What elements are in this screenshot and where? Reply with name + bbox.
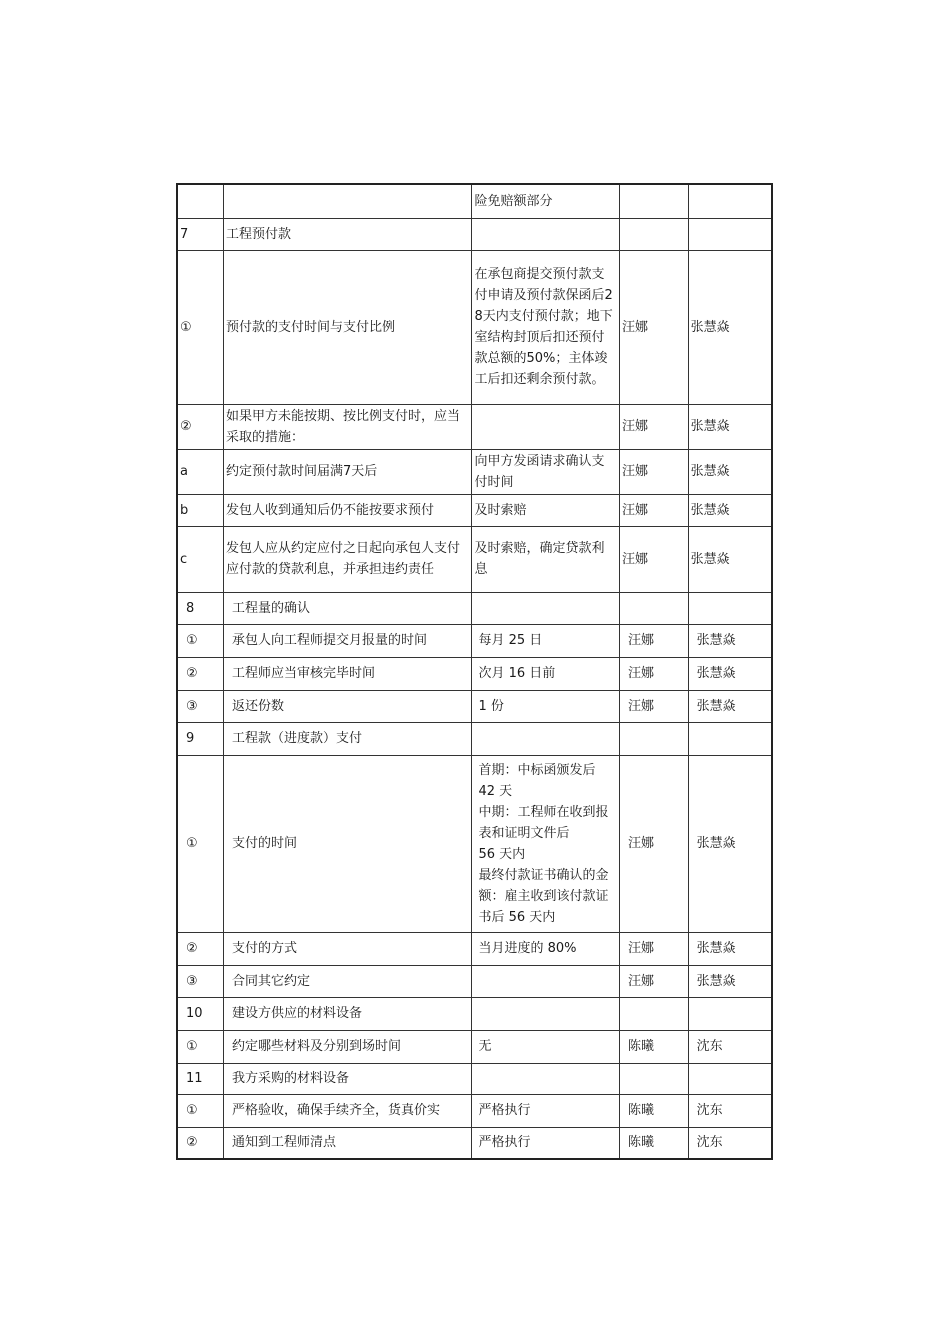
- detail-cell: 1 份: [472, 690, 619, 722]
- item-cell: 发包人应从约定应付之日起向承包人支付应付款的贷款利息，并承担违约责任: [223, 526, 472, 592]
- item-cell: 约定哪些材料及分别到场时间: [223, 1030, 472, 1063]
- detail-cell: 每月 25 日: [472, 624, 619, 657]
- item-cell: 返还份数: [223, 690, 472, 722]
- item-cell: 合同其它约定: [223, 965, 472, 997]
- detail-cell: 次月 16 日前: [472, 657, 619, 690]
- detail-cell: 当月进度的 80%: [472, 932, 619, 965]
- table-row: [177, 218, 772, 250]
- supervisor-cell: 张慧焱: [688, 526, 772, 592]
- item-cell: 工程预付款: [223, 218, 472, 250]
- supervisor-cell: 张慧焱: [688, 404, 772, 449]
- detail-cell: 在承包商提交预付款支付申请及预付款保函后28天内支付预付款；地下室结构封顶后扣还预付款总额的50%；主体竣工后扣还剩余预付款。: [472, 250, 619, 404]
- row-number-cell: ①: [177, 624, 223, 657]
- responsible-person-cell: 汪娜: [619, 755, 688, 932]
- table-row: [177, 526, 772, 592]
- responsibility-table: [176, 183, 773, 1160]
- table-row: [177, 1030, 772, 1063]
- detail-cell: 及时索赔: [472, 494, 619, 526]
- supervisor-cell: 张慧焱: [688, 755, 772, 932]
- row-number-cell: c: [177, 526, 223, 592]
- responsible-person-cell: 汪娜: [619, 657, 688, 690]
- row-number-cell: ②: [177, 1127, 223, 1159]
- item-cell: 工程量的确认: [223, 592, 472, 624]
- supervisor-cell: 张慧焱: [688, 624, 772, 657]
- table-row: [177, 624, 772, 657]
- responsible-person-cell: 陈曦: [619, 1030, 688, 1063]
- supervisor-cell: 张慧焱: [688, 250, 772, 404]
- supervisor-cell: [688, 722, 772, 755]
- responsibility-table-page: [176, 183, 773, 1160]
- table-row: [177, 404, 772, 449]
- row-number-cell: b: [177, 494, 223, 526]
- detail-cell: 严格执行: [472, 1127, 619, 1159]
- row-number-cell: ②: [177, 932, 223, 965]
- table-body: [177, 184, 772, 1159]
- supervisor-cell: [688, 218, 772, 250]
- row-number-cell: 7: [177, 218, 223, 250]
- item-cell: 建设方供应的材料设备: [223, 997, 472, 1030]
- item-cell: 我方采购的材料设备: [223, 1063, 472, 1094]
- row-number-cell: 11: [177, 1063, 223, 1094]
- row-number-cell: [177, 184, 223, 218]
- supervisor-cell: 张慧焱: [688, 657, 772, 690]
- table-row: [177, 755, 772, 932]
- item-cell: 严格验收，确保手续齐全，货真价实: [223, 1094, 472, 1127]
- responsible-person-cell: 汪娜: [619, 526, 688, 592]
- item-cell: 支付的时间: [223, 755, 472, 932]
- detail-cell: 险免赔额部分: [472, 184, 619, 218]
- table-row: [177, 449, 772, 494]
- table-row: [177, 1063, 772, 1094]
- responsible-person-cell: 陈曦: [619, 1094, 688, 1127]
- item-cell: 发包人收到通知后仍不能按要求预付: [223, 494, 472, 526]
- item-cell: 工程师应当审核完毕时间: [223, 657, 472, 690]
- item-cell: 支付的方式: [223, 932, 472, 965]
- responsible-person-cell: 汪娜: [619, 624, 688, 657]
- detail-cell: [472, 404, 619, 449]
- table-row: [177, 657, 772, 690]
- responsible-person-cell: 汪娜: [619, 250, 688, 404]
- item-cell: [223, 184, 472, 218]
- row-number-cell: a: [177, 449, 223, 494]
- responsible-person-cell: [619, 218, 688, 250]
- supervisor-cell: 沈东: [688, 1127, 772, 1159]
- row-number-cell: ①: [177, 1030, 223, 1063]
- detail-cell: [472, 722, 619, 755]
- table-row: [177, 932, 772, 965]
- detail-cell: [472, 592, 619, 624]
- row-number-cell: ①: [177, 250, 223, 404]
- detail-cell: 向甲方发函请求确认支付时间: [472, 449, 619, 494]
- supervisor-cell: 沈东: [688, 1030, 772, 1063]
- responsible-person-cell: 汪娜: [619, 932, 688, 965]
- detail-cell: 首期：中标函颁发后 42 天 中期：工程师在收到报表和证明文件后 56 天内 最终付款证书确认的金额：雇主收到该付款证书后 56 天内: [472, 755, 619, 932]
- row-number-cell: ②: [177, 404, 223, 449]
- responsible-person-cell: [619, 592, 688, 624]
- responsible-person-cell: [619, 722, 688, 755]
- row-number-cell: 10: [177, 997, 223, 1030]
- responsible-person-cell: [619, 1063, 688, 1094]
- responsible-person-cell: 汪娜: [619, 965, 688, 997]
- table-row: [177, 494, 772, 526]
- table-row: [177, 690, 772, 722]
- responsible-person-cell: 汪娜: [619, 494, 688, 526]
- supervisor-cell: 沈东: [688, 1094, 772, 1127]
- table-row: [177, 1127, 772, 1159]
- table-row: [177, 722, 772, 755]
- detail-cell: [472, 218, 619, 250]
- row-number-cell: ③: [177, 690, 223, 722]
- table-row: [177, 997, 772, 1030]
- responsible-person-cell: [619, 997, 688, 1030]
- table-row: [177, 1094, 772, 1127]
- responsible-person-cell: 汪娜: [619, 690, 688, 722]
- supervisor-cell: [688, 592, 772, 624]
- supervisor-cell: 张慧焱: [688, 494, 772, 526]
- responsible-person-cell: 汪娜: [619, 449, 688, 494]
- responsible-person-cell: [619, 184, 688, 218]
- row-number-cell: ②: [177, 657, 223, 690]
- supervisor-cell: [688, 997, 772, 1030]
- row-number-cell: 9: [177, 722, 223, 755]
- item-cell: 如果甲方未能按期、按比例支付时，应当采取的措施：: [223, 404, 472, 449]
- item-cell: 承包人向工程师提交月报量的时间: [223, 624, 472, 657]
- row-number-cell: ③: [177, 965, 223, 997]
- supervisor-cell: [688, 1063, 772, 1094]
- supervisor-cell: 张慧焱: [688, 449, 772, 494]
- detail-cell: [472, 965, 619, 997]
- detail-cell: [472, 997, 619, 1030]
- table-row: [177, 592, 772, 624]
- detail-cell: 及时索赔，确定贷款利息: [472, 526, 619, 592]
- table-row: [177, 250, 772, 404]
- supervisor-cell: 张慧焱: [688, 965, 772, 997]
- detail-cell: 严格执行: [472, 1094, 619, 1127]
- item-cell: 约定预付款时间届满7天后: [223, 449, 472, 494]
- supervisor-cell: [688, 184, 772, 218]
- detail-cell: 无: [472, 1030, 619, 1063]
- responsible-person-cell: 陈曦: [619, 1127, 688, 1159]
- supervisor-cell: 张慧焱: [688, 690, 772, 722]
- table-row: [177, 965, 772, 997]
- row-number-cell: ①: [177, 1094, 223, 1127]
- row-number-cell: ①: [177, 755, 223, 932]
- item-cell: 通知到工程师清点: [223, 1127, 472, 1159]
- table-row: [177, 184, 772, 218]
- detail-cell: [472, 1063, 619, 1094]
- supervisor-cell: 张慧焱: [688, 932, 772, 965]
- item-cell: 预付款的支付时间与支付比例: [223, 250, 472, 404]
- responsible-person-cell: 汪娜: [619, 404, 688, 449]
- item-cell: 工程款（进度款）支付: [223, 722, 472, 755]
- row-number-cell: 8: [177, 592, 223, 624]
